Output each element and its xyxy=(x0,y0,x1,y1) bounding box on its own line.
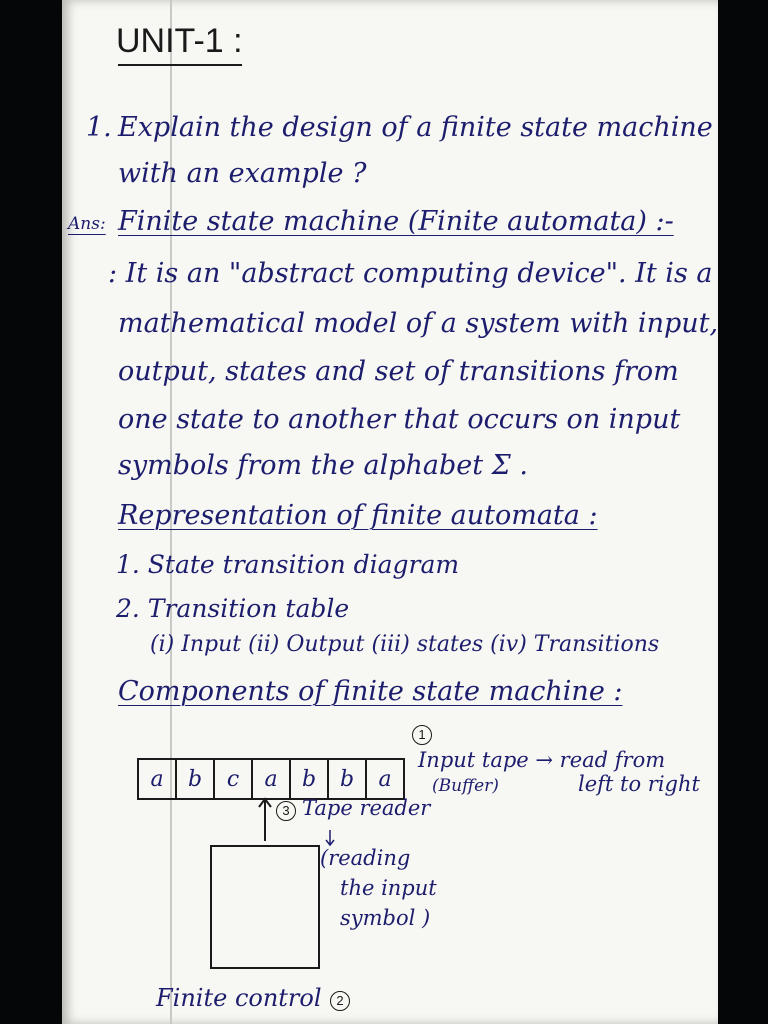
tape-cell: c xyxy=(215,760,253,798)
tape-cell: b xyxy=(291,760,329,798)
marker-2: 2 xyxy=(330,990,350,1011)
tape-reader-label: Tape reader xyxy=(302,796,431,820)
para-line-2: mathematical model of a system with input, xyxy=(118,308,719,339)
title-underline xyxy=(118,64,242,66)
buffer-label: (Buffer) xyxy=(432,776,499,796)
para-line-4: one state to another that occurs on input xyxy=(118,404,681,435)
tape-reader-arrow xyxy=(255,795,275,843)
question-line-1: Explain the design of a finite state machine xyxy=(118,112,713,143)
marker-1: 1 xyxy=(412,724,432,745)
tape-cell: b xyxy=(329,760,367,798)
tape-cell: a xyxy=(378,766,392,792)
down-arrow-icon xyxy=(322,828,338,848)
answer-heading: Finite state machine (Finite automata) :- xyxy=(118,206,674,237)
para-line-5: symbols from the alphabet Σ . xyxy=(118,450,528,481)
reading-note-1: (reading xyxy=(320,846,411,870)
tape-cell: a xyxy=(253,760,291,798)
finite-control-box xyxy=(210,845,320,969)
representation-subitems: (i) Input (ii) Output (iii) states (iv) Transitions xyxy=(150,632,660,657)
question-line-2: with an example ? xyxy=(118,158,367,189)
representation-heading: Representation of finite automata : xyxy=(118,500,598,531)
components-heading: Components of finite state machine : xyxy=(118,676,623,707)
left-to-right-label: left to right xyxy=(578,772,700,796)
finite-control-label: Finite control xyxy=(156,984,322,1012)
reading-note-2: the input xyxy=(340,876,437,900)
para-line-3: output, states and set of transitions from xyxy=(118,356,679,387)
input-tape xyxy=(137,758,405,800)
tape-cell: b xyxy=(177,760,215,798)
answer-label: Ans: xyxy=(68,214,106,234)
representation-item-1: 1. State transition diagram xyxy=(116,550,460,579)
representation-item-2: 2. Transition table xyxy=(116,594,350,623)
tape-cell: a xyxy=(139,760,177,798)
input-tape-label: Input tape → read from xyxy=(418,748,666,772)
para-line-1: : It is an "abstract computing device". It is a xyxy=(108,258,713,289)
unit-title: UNIT-1 : xyxy=(116,22,243,60)
marker-3: 3 xyxy=(276,800,296,821)
reading-note-3: symbol ) xyxy=(340,906,431,930)
question-number: 1. xyxy=(86,112,112,143)
